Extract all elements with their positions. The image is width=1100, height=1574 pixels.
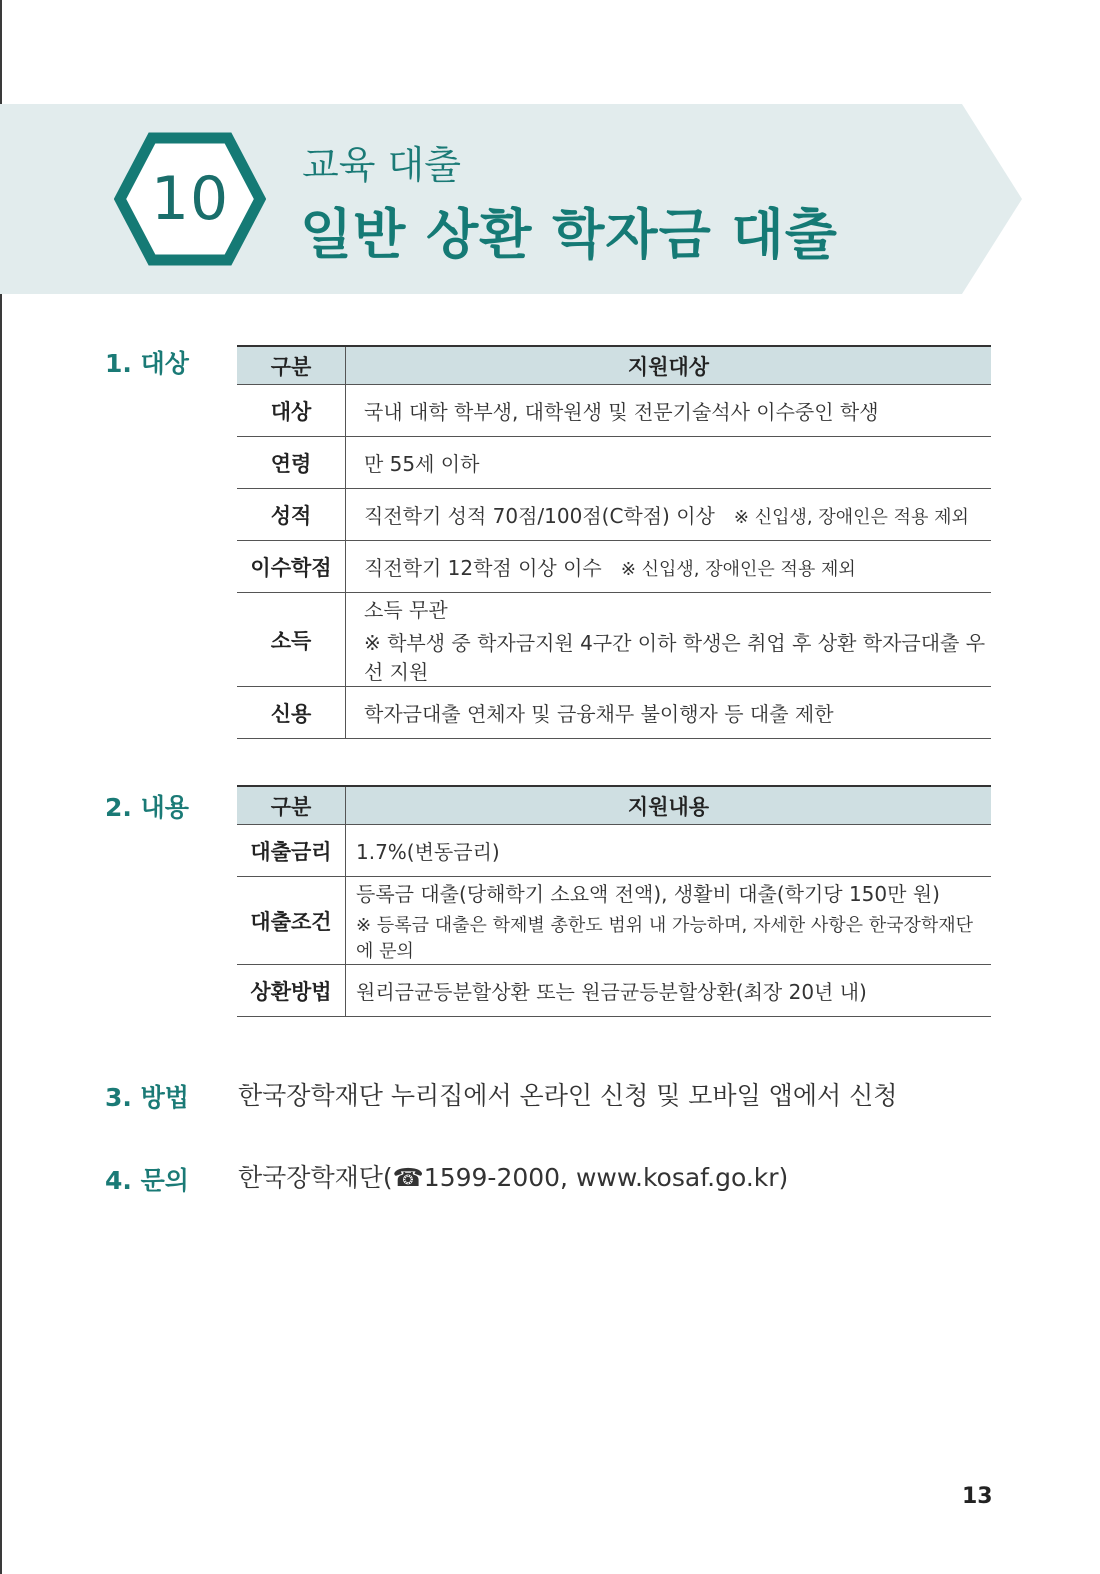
column-header: 지원대상 bbox=[346, 346, 992, 385]
row-value-text: 직전학기 12학점 이상 이수 bbox=[364, 556, 602, 580]
page-number: 13 bbox=[962, 1484, 993, 1509]
row-value bbox=[346, 593, 992, 687]
row-label: 대출조건 bbox=[237, 877, 346, 965]
row-value bbox=[346, 541, 992, 593]
column-header: 구분 bbox=[237, 346, 346, 385]
table-row bbox=[237, 385, 991, 437]
table-row bbox=[237, 437, 991, 489]
row-value: 만 55세 이하 bbox=[346, 437, 992, 489]
row-value bbox=[346, 877, 992, 965]
loan-details-table bbox=[237, 785, 991, 1017]
method-text: 한국장학재단 누리집에서 온라인 신청 및 모바일 앱에서 신청 bbox=[238, 1081, 898, 1110]
column-header: 구분 bbox=[237, 786, 346, 825]
row-value-line: 등록금 대출(당해학기 소요액 전액), 생활비 대출(학기당 150만 원) bbox=[356, 882, 940, 906]
row-label: 연령 bbox=[237, 437, 346, 489]
table-header-row bbox=[237, 346, 991, 385]
column-header: 지원내용 bbox=[346, 786, 992, 825]
eligibility-table bbox=[237, 345, 991, 739]
section1-heading: 1. 대상 bbox=[105, 349, 189, 378]
section4-heading: 4. 문의 bbox=[105, 1166, 189, 1195]
banner-subtitle: 교육 대출 bbox=[302, 143, 461, 187]
table-row bbox=[237, 489, 991, 541]
table-header-row bbox=[237, 786, 991, 825]
page-title: 일반 상환 학자금 대출 bbox=[300, 203, 838, 266]
title-banner bbox=[0, 104, 1100, 294]
row-note: ※ 등록금 대출은 학제별 총한도 범위 내 가능하며, 자세한 사항은 한국장학재단에 문의 bbox=[356, 915, 974, 962]
table-row bbox=[237, 687, 991, 739]
row-note: ※ 신입생, 장애인은 적용 제외 bbox=[620, 559, 856, 580]
section-number: 10 bbox=[150, 164, 230, 234]
row-value: 학자금대출 연체자 및 금융채무 불이행자 등 대출 제한 bbox=[346, 687, 992, 739]
contact-text: 한국장학재단(☎1599-2000, www.kosaf.go.kr) bbox=[238, 1163, 789, 1192]
row-note: ※ 학부생 중 학자금지원 4구간 이하 학생은 취업 후 상환 학자금대출 우선 지원 bbox=[364, 631, 986, 684]
row-label: 대상 bbox=[237, 385, 346, 437]
section2-heading: 2. 내용 bbox=[105, 793, 189, 822]
row-value-line: 소득 무관 bbox=[364, 598, 448, 622]
row-label: 신용 bbox=[237, 687, 346, 739]
table-row bbox=[237, 825, 991, 877]
row-value-text: 직전학기 성적 70점/100점(C학점) 이상 bbox=[364, 504, 715, 528]
row-value: 국내 대학 학부생, 대학원생 및 전문기술석사 이수중인 학생 bbox=[346, 385, 992, 437]
row-note: ※ 신입생, 장애인은 적용 제외 bbox=[733, 507, 969, 528]
row-label: 소득 bbox=[237, 593, 346, 687]
table-row bbox=[237, 965, 991, 1017]
table-row bbox=[237, 877, 991, 965]
section3-heading: 3. 방법 bbox=[105, 1083, 189, 1112]
row-value bbox=[346, 489, 992, 541]
row-label: 상환방법 bbox=[237, 965, 346, 1017]
table-row bbox=[237, 541, 991, 593]
row-label: 이수학점 bbox=[237, 541, 346, 593]
row-label: 대출금리 bbox=[237, 825, 346, 877]
row-value: 원리금균등분할상환 또는 원금균등분할상환(최장 20년 내) bbox=[346, 965, 992, 1017]
row-label: 성적 bbox=[237, 489, 346, 541]
row-value: 1.7%(변동금리) bbox=[346, 825, 992, 877]
table-row bbox=[237, 593, 991, 687]
